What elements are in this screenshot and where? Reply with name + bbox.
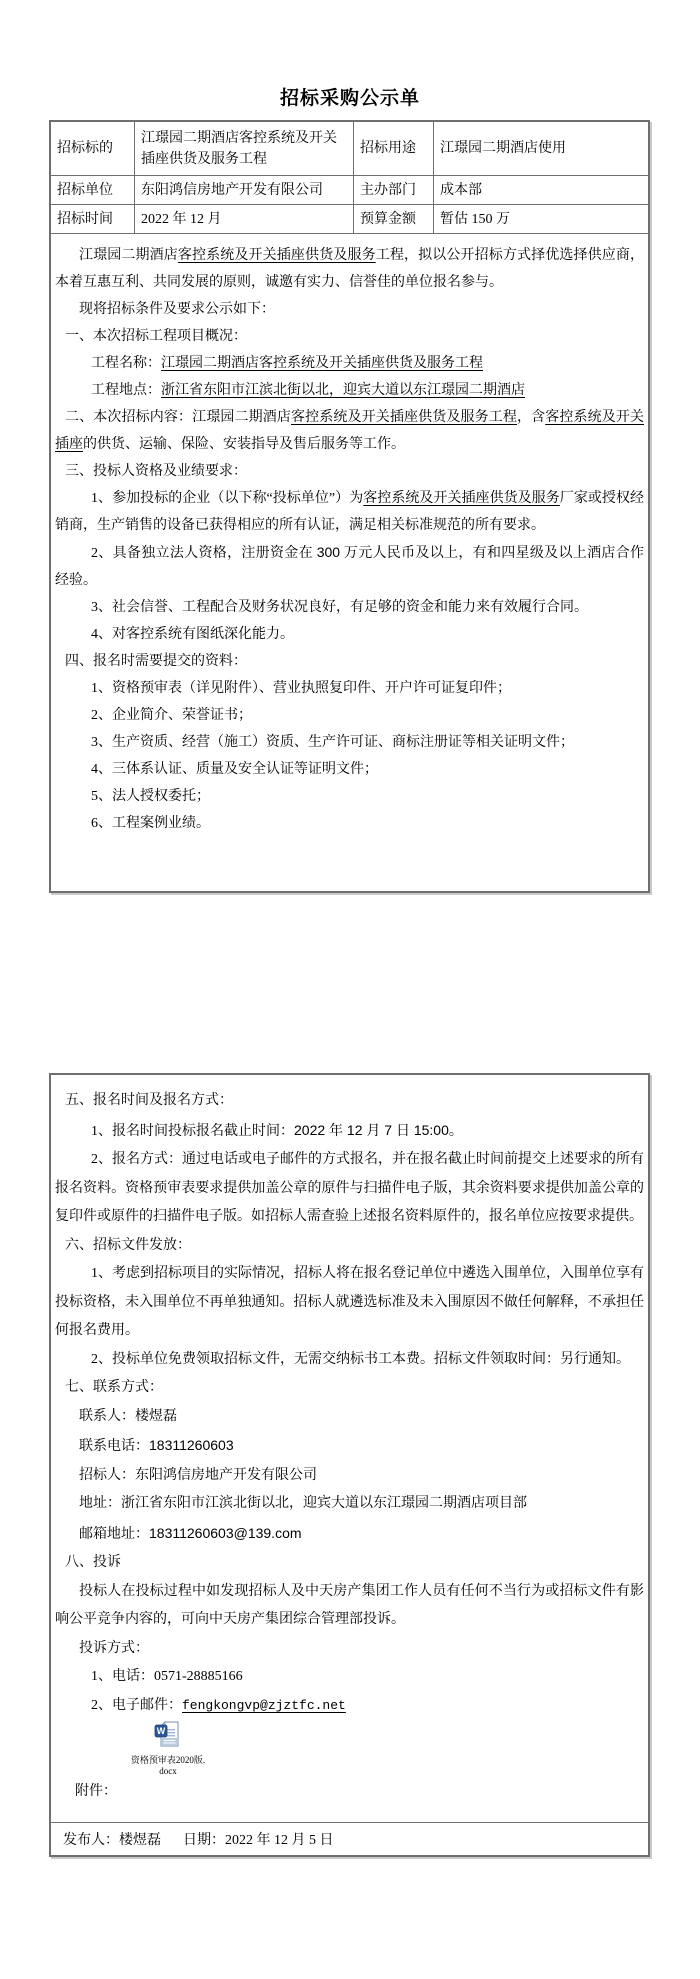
attachment-area (51, 1720, 648, 1806)
text-run: 2、电子邮件： (91, 1697, 182, 1713)
paragraph (55, 1519, 644, 1550)
text-run: 4、三体系认证、质量及安全认证等证明文件； (91, 762, 378, 777)
publish-date-label: 日期： (183, 1833, 225, 1848)
text-run: 6、工程案例业绩。 (91, 816, 210, 831)
paragraph (55, 675, 644, 702)
paragraph (55, 242, 644, 296)
text-run: 二、本次招标内容：江璟园二期酒店 (65, 410, 291, 425)
paragraph (55, 621, 644, 648)
info-value-cell: 暂估 150 万 (433, 205, 648, 234)
publish-footer (51, 1822, 648, 1855)
paragraph (55, 1549, 644, 1578)
publish-date-value: 2022 年 12 月 5 日 (225, 1833, 334, 1848)
paragraph (55, 1346, 644, 1375)
text-run: 投标人在投标过程中如发现招标人及中天房产集团工作人员有任何不当行为或招标文件有影响公平竞争内容的，可向中天房产集团综合管理部投诉。 (55, 1583, 644, 1627)
paragraph (55, 485, 644, 539)
text-run: 工程名称： (91, 356, 161, 371)
text-run: 2、报名方式：通过电话或电子邮件的方式报名，并在报名截止时间前提交上述要求的所有报名资料。资格预审表要求提供加盖公章的原件与扫描件电子版，其余资料要求提供加盖公章的复印件或原件的扫描件电子版。如招标人需查验上述报名资料原件的，报名单位应按要求提供。 (55, 1152, 644, 1224)
text-run: 1、参加投标的企业（以下称“投标单位”）为 (91, 491, 364, 506)
info-value-cell: 江璟园二期酒店使用 (433, 122, 648, 176)
info-label-cell: 预算金额 (353, 205, 433, 234)
text-run: 地址：浙江省东阳市江滨北街以北，迎宾大道以东江璟园二期酒店项目部 (79, 1496, 527, 1511)
attachment-file-name-line2: docx (159, 1766, 177, 1776)
svg-text:W: W (156, 1726, 166, 1737)
text-run: 4、对客控系统有图纸深化能力。 (91, 627, 294, 642)
text-run: 工程地点： (91, 383, 161, 398)
paragraph (55, 783, 644, 810)
info-label-cell: 主办部门 (353, 176, 433, 205)
text-run: 2、具备独立法人资格，注册资金在 (91, 546, 317, 561)
paragraph (55, 1490, 644, 1519)
underlined-text: 客控系统及开关插座供货及服务 (363, 491, 560, 506)
underlined-text: 客控系统及开关插座供货及服务 (177, 248, 376, 263)
underlined-text: fengkongvp@zjztfc.net (182, 1697, 346, 1713)
text-run: 六、招标文件发放： (65, 1237, 191, 1253)
attachment-label: 附件： (75, 1784, 117, 1799)
text-run: 投诉方式： (79, 1640, 149, 1656)
text-run: 5、法人授权委托； (91, 789, 210, 804)
paragraph (55, 1146, 644, 1232)
text-run: 万元人民币及以上，有和四星级及以上酒店合作经验。 (55, 546, 645, 588)
info-value-cell: 成本部 (433, 176, 648, 205)
underlined-text: 浙江省东阳市江滨北街以北，迎宾大道以东江璟园二期酒店 (161, 383, 525, 398)
text-run: 300 (316, 544, 341, 560)
info-label-cell: 招标用途 (353, 122, 433, 176)
paragraph (55, 1635, 644, 1664)
details-box (49, 1073, 650, 1857)
text-run: 一、本次招标工程项目概况： (65, 329, 247, 344)
paragraph (55, 377, 644, 404)
paragraph (55, 729, 644, 756)
info-value-cell: 江璟园二期酒店客控系统及开关插座供货及服务工程 (134, 122, 353, 176)
text-run: 五、报名时间及报名方式： (65, 1093, 233, 1108)
paragraph (55, 1260, 644, 1346)
text-run: 七、联系方式： (65, 1380, 163, 1395)
text-run: 2、企业简介、荣誉证书； (91, 708, 252, 723)
paragraph (55, 1462, 644, 1491)
text-run: 联系人：楼煜磊 (79, 1408, 177, 1424)
text-run: 1、考虑到招标项目的实际情况，招标人将在报名登记单位中遴选入围单位，入围单位享有投标资格，未入围单位不再单独通知。招标人就遴选标准及未入围原因不做任何解释，不承担任何报名费用。 (55, 1266, 644, 1338)
info-label-cell: 招标单位 (51, 176, 134, 205)
text-run: 1、资格预审表（详见附件）、营业执照复印件、开户许可证复印件； (91, 681, 511, 696)
paragraph (55, 539, 644, 594)
attachment-file-name-line1: 资格预审表2020版. (130, 1755, 206, 1765)
text-run: 1、报名时间投标报名截止时间： (91, 1123, 294, 1139)
text-run: 2、投标单位免费领取招标文件，无需交纳标书工本费。招标文件领取时间：另行通知。 (91, 1351, 630, 1367)
notice-paragraphs (51, 234, 648, 891)
paragraph (55, 1692, 644, 1721)
paragraph (55, 648, 644, 675)
underlined-text: 客控系统及开关插座 (55, 410, 644, 452)
text-run: 18311260603@139.com (149, 1524, 302, 1541)
text-run: 三、投标人资格及业绩要求： (65, 464, 247, 479)
publisher-name: 楼煜磊 (119, 1833, 161, 1848)
paragraph (55, 404, 644, 458)
text-run: 四、报名时需要提交的资料： (65, 654, 247, 669)
paragraph (55, 1578, 644, 1635)
text-run: 厂家或授权经销商，生产销售的设备已获得相应的所有认证，满足相关标准规范的所有要求。 (55, 491, 644, 533)
notice-box (49, 120, 650, 893)
attachment-object[interactable] (103, 1720, 233, 1777)
text-run: 3、生产资质、经营（施工）资质、生产许可证、商标注册证等相关证明文件； (91, 735, 574, 750)
details-paragraphs (51, 1075, 648, 1720)
paragraph (55, 756, 644, 783)
text-run: 。 (448, 1123, 463, 1139)
text-run: 工程，拟以公开招标方式择优选择供应商，本着互惠互利、共同发展的原则，诚邀有实力、信誉佳的单位报名参与。 (55, 248, 645, 290)
paragraph (55, 323, 644, 350)
word-doc-icon (153, 1726, 183, 1754)
text-run: 的供货、运输、保险、安装指导及售后服务等工作。 (83, 437, 405, 452)
info-value-cell: 2022 年 12 月 (134, 205, 353, 234)
paragraph (55, 458, 644, 485)
text-run: 18311260603 (149, 1437, 234, 1453)
paragraph (55, 296, 644, 323)
text-run: 3、社会信誉、工程配合及财务状况良好，有足够的资金和能力来有效履行合同。 (91, 600, 588, 615)
paragraph (55, 1374, 644, 1403)
text-run: 1、电话：0571-28885166 (91, 1669, 243, 1684)
text-run: 邮箱地址： (79, 1526, 149, 1542)
info-label-cell: 招标标的 (51, 122, 134, 176)
paragraph (55, 810, 644, 837)
info-label-cell: 招标时间 (51, 205, 134, 234)
paragraph (55, 1087, 644, 1116)
paragraph (55, 1663, 644, 1692)
paragraph (55, 702, 644, 729)
spacer (51, 1806, 648, 1822)
text-run: 2022 年 12 月 7 日 15:00 (294, 1121, 449, 1138)
paragraph (55, 1403, 644, 1432)
text-run: 招标人：东阳鸿信房地产开发有限公司 (79, 1467, 317, 1483)
text-run: 现将招标条件及要求公示如下： (79, 302, 275, 317)
publisher-label: 发布人： (63, 1833, 119, 1848)
paragraph (55, 594, 644, 621)
text-run: 联系电话： (79, 1439, 149, 1454)
paragraph (55, 350, 644, 377)
paragraph (55, 1431, 644, 1462)
paragraph (55, 1232, 644, 1261)
document-title: 招标采购公示单 (279, 88, 420, 109)
paragraph (55, 1116, 644, 1147)
text-run: ，含 (517, 410, 546, 425)
underlined-text: 客控系统及开关插座供货及服务工程 (291, 410, 517, 425)
text-run: 江璟园二期酒店 (79, 248, 178, 263)
info-value-cell: 东阳鸿信房地产开发有限公司 (134, 176, 353, 205)
text-run: 八、投诉 (65, 1555, 121, 1570)
info-table (51, 122, 648, 234)
underlined-text: 江璟园二期酒店客控系统及开关插座供货及服务工程 (161, 356, 483, 371)
